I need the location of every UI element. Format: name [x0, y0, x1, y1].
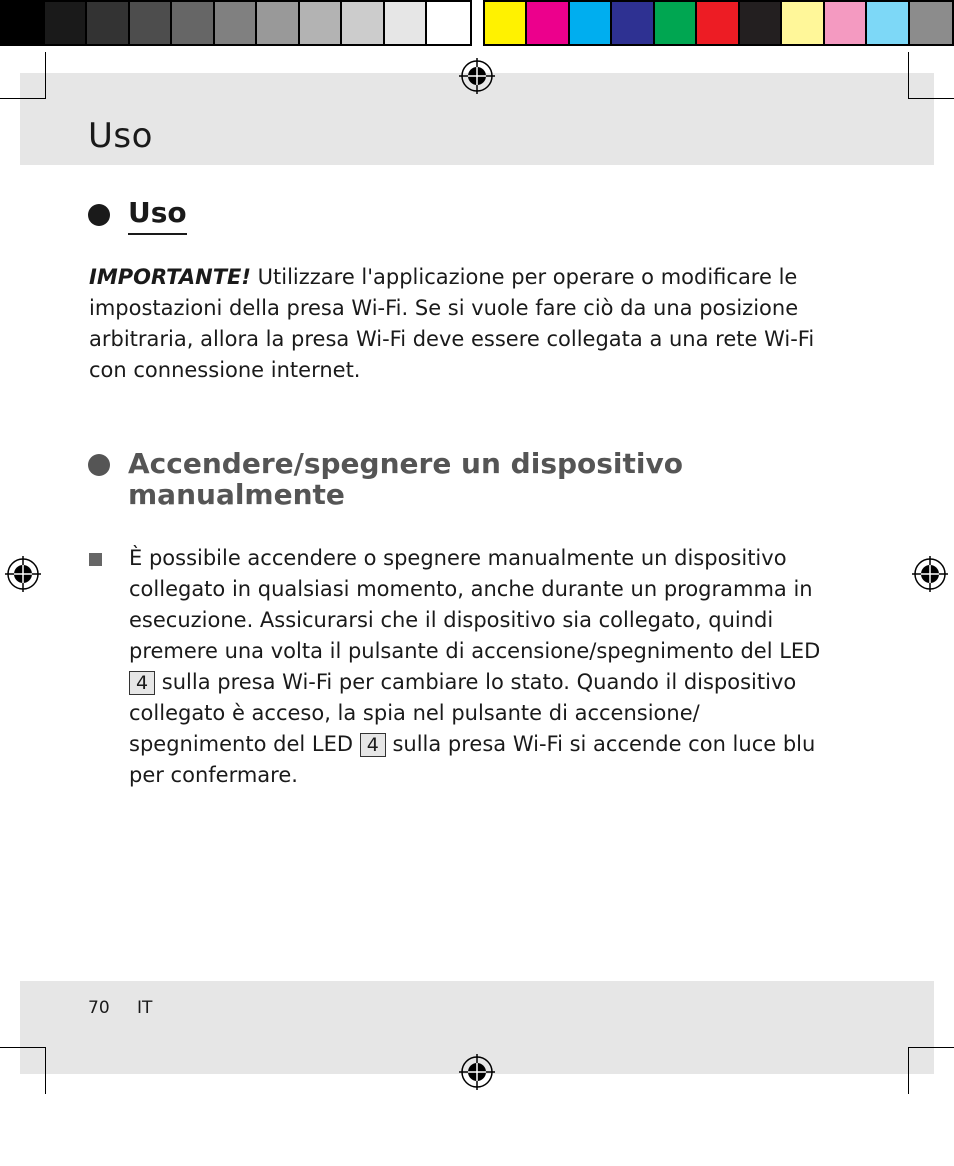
color-swatch	[612, 2, 654, 44]
crop-mark	[908, 1047, 909, 1094]
color-swatch	[87, 2, 130, 44]
page-title: Uso	[88, 116, 153, 156]
section-title: Accendere/spegnere un dispositivo manualmente	[128, 447, 683, 511]
section-title: Uso	[128, 196, 187, 235]
page-number: 70	[88, 998, 110, 1018]
registration-mark-icon	[459, 1054, 495, 1090]
important-paragraph	[89, 262, 829, 386]
color-swatch	[215, 2, 258, 44]
color-swatch	[867, 2, 909, 44]
color-swatch	[45, 2, 88, 44]
color-swatch	[697, 2, 739, 44]
reference-number-badge: 4	[129, 671, 155, 695]
crop-mark	[45, 52, 46, 99]
section-heading-uso	[88, 196, 187, 235]
list-item-text: sulla presa Wi-Fi per cambiare lo stato. Quando il dispositivo collegato è acceso, la spia nel pulsante di accensione/ spegnimento del LED	[129, 670, 797, 756]
color-swatch	[910, 2, 952, 44]
language-code: IT	[137, 998, 153, 1018]
color-swatch	[527, 2, 569, 44]
registration-mark-icon	[912, 556, 948, 592]
list-item-text: È possibile accendere o spegnere manualmente un dispositivo collegato in qualsiasi momento, anche durante un programma in esecuzione. Assicurarsi che il dispositivo sia collegato, quindi premere una volta il pulsante di accensione/spegnimento del LED	[129, 546, 821, 663]
color-swatch	[257, 2, 300, 44]
color-swatch	[825, 2, 867, 44]
color-swatch	[427, 2, 470, 44]
crop-mark	[0, 1047, 46, 1048]
reference-number-badge: 4	[360, 733, 386, 757]
bullet-dot-icon	[88, 454, 110, 476]
color-calibration-bar-gray	[0, 0, 472, 46]
section-heading-manual-switch	[88, 448, 748, 510]
color-swatch	[655, 2, 697, 44]
color-swatch	[130, 2, 173, 44]
bullet-dot-icon	[88, 204, 110, 226]
crop-mark	[0, 98, 46, 99]
color-swatch	[2, 2, 45, 44]
color-swatch	[740, 2, 782, 44]
color-swatch	[385, 2, 428, 44]
crop-mark	[908, 52, 909, 99]
square-bullet-icon	[89, 553, 102, 566]
color-swatch	[300, 2, 343, 44]
crop-mark	[908, 98, 954, 99]
registration-mark-icon	[459, 58, 495, 94]
color-swatch	[782, 2, 824, 44]
color-calibration-bar-color	[483, 0, 954, 46]
list-item	[129, 543, 829, 791]
color-swatch	[570, 2, 612, 44]
color-swatch	[342, 2, 385, 44]
crop-mark	[908, 1047, 954, 1048]
color-swatch	[485, 2, 527, 44]
list-item-text: sulla presa Wi-Fi si accende con luce blu per confermare.	[129, 732, 816, 787]
crop-mark	[45, 1047, 46, 1094]
registration-mark-icon	[5, 556, 41, 592]
important-label: IMPORTANTE!	[89, 265, 251, 289]
important-text: Utilizzare l'applicazione per operare o modificare le impostazioni della presa Wi-Fi. Se si vuole fare ciò da una posizione arbitraria, allora la presa Wi-Fi deve essere collegata a una rete Wi-Fi con connessione internet.	[89, 265, 815, 382]
color-swatch	[172, 2, 215, 44]
